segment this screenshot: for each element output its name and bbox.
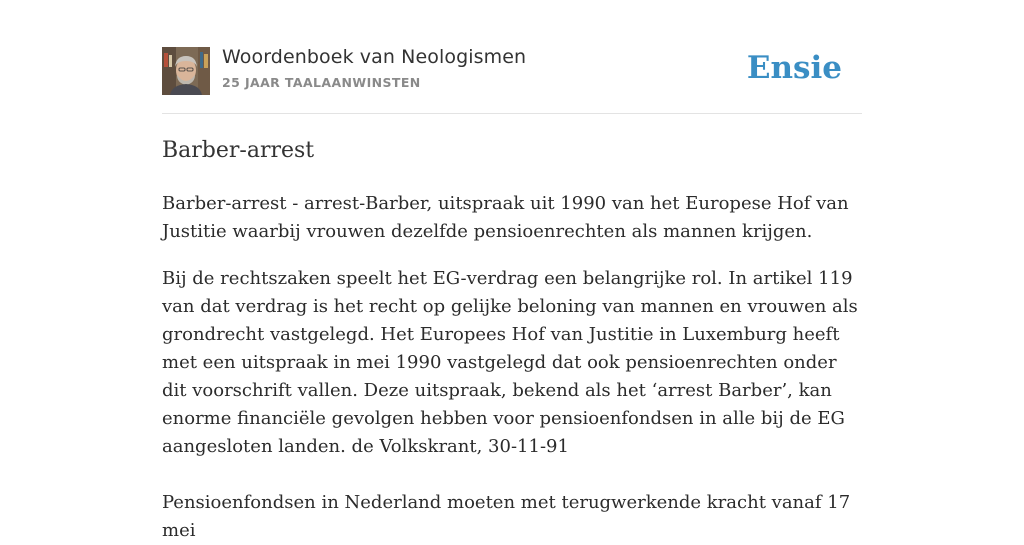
page-container: [162, 0, 862, 541]
article-paragraph: Bij de rechtszaken speelt het EG-verdrag een belangrijke rol. In artikel 119 van dat verdrag is het recht op gelijke beloning van mannen en vrouwen als grondrecht vastgelegd. Het Europees Hof van Justitie in Luxemburg heeft met een uitspraak in mei 1990 vastgelegd dat ook pensioenrechten onder dit voorschrift vallen. Deze uitspraak, bekend als het ‘arrest Barber’, kan enorme financiële gevolgen hebben voor pensioenfondsen in alle bij de EG aangesloten landen. de Volkskrant, 30-11-91: [162, 268, 858, 457]
author-name[interactable]: Woordenboek van Neologismen: [222, 46, 527, 68]
avatar-portrait-icon: [162, 47, 210, 95]
article-paragraph: Barber-arrest - arrest-Barber, uitspraak uit 1990 van het Europese Hof van Justitie waarbij vrouwen dezelfde pensioenrechten als mannen krijgen.: [162, 193, 849, 242]
article-title: Barber-arrest: [162, 138, 315, 163]
header: [162, 0, 862, 114]
article-paragraph: Pensioenfondsen in Nederland moeten met terugwerkende kracht vanaf 17 mei: [162, 492, 851, 541]
author-subtitle: 25 JAAR TAALAANWINSTEN: [222, 75, 421, 90]
brand-logo[interactable]: Ensie: [746, 50, 842, 86]
author-avatar[interactable]: [162, 47, 210, 95]
